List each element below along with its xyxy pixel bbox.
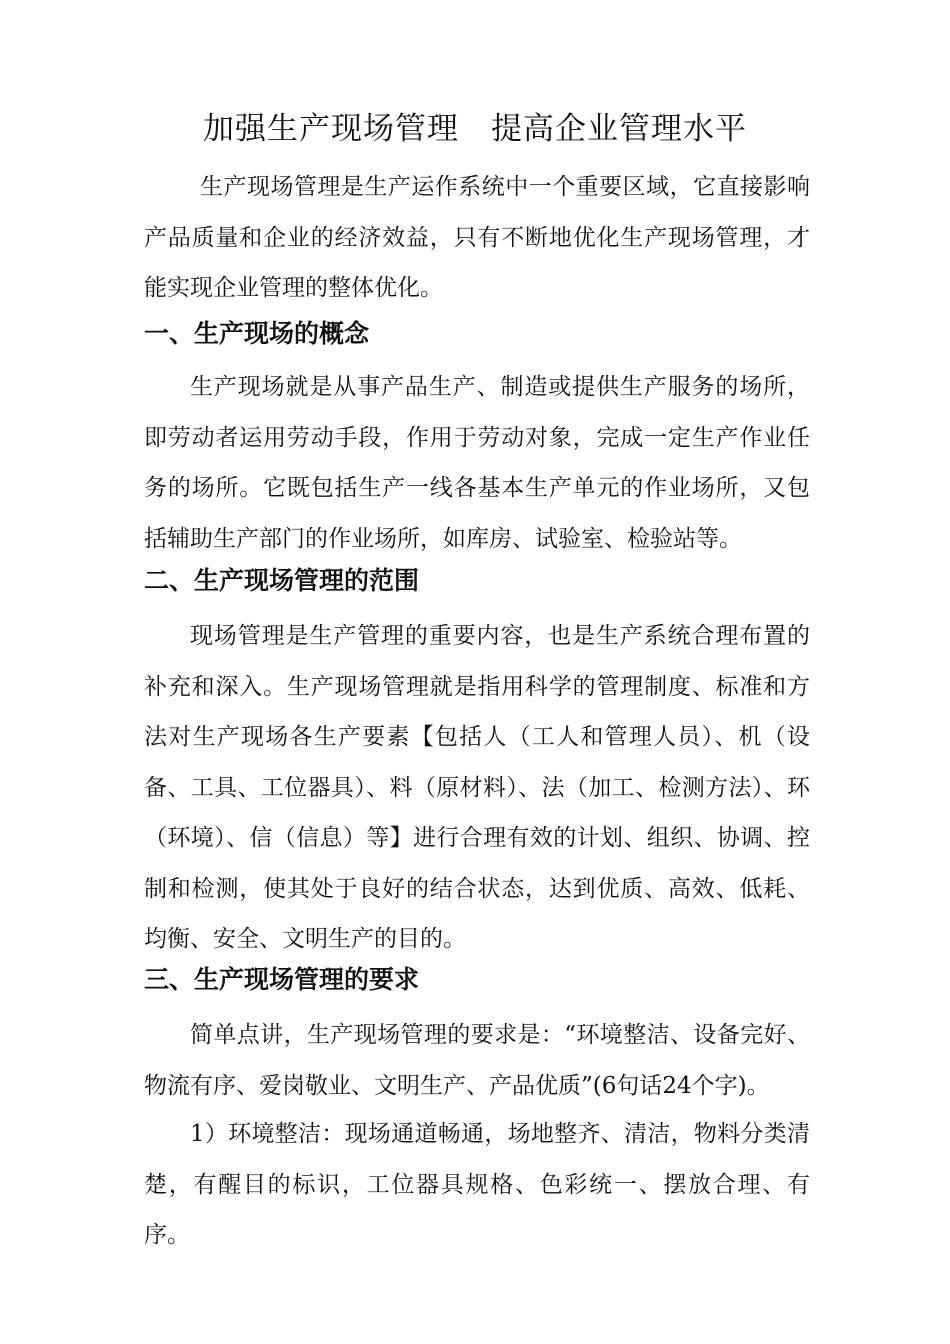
- section-heading-scope: 二、生产现场管理的范围: [144, 566, 420, 595]
- section-paragraph-concept: 生产现场就是从事产品生产、制造或提供生产服务的场所，即劳动者运用劳动手段，作用于劳动对象，完成一定生产作业任务的场所。它既包括生产一线各基本生产单元的作业场所，又包括辅助生产部门的作业场所，如库房、试验室、检验站等。: [144, 374, 810, 552]
- section-paragraph-scope: 现场管理是生产管理的重要内容，也是生产系统合理布置的补充和深入。生产现场管理就是指用科学的管理制度、标准和方法对生产现场各生产要素【包括人（工人和管理人员）、机（设备、工具、工位器具）、料（原材料）、法（加工、检测方法）、环（环境）、信（信息）等】进行合理有效的计划、组织、协调、控制和检测，使其处于良好的结合状态，达到优质、高效、低耗、均衡、安全、文明生产的目的。: [144, 623, 810, 952]
- document-title: 加强生产现场管理 提高企业管理水平: [203, 111, 747, 147]
- section-paragraph-environment: 1）环境整洁：现场通道畅通，场地整齐、清洁，物料分类清楚，有醒目的标识，工位器具规格、色彩统一、摆放合理、有序。: [144, 1121, 810, 1248]
- intro-paragraph: 生产现场管理是生产运作系统中一个重要区域，它直接影响产品质量和企业的经济效益，只有不断地优化生产现场管理，才能实现企业管理的整体优化。: [144, 174, 810, 301]
- section-heading-concept: 一、生产现场的概念: [144, 319, 370, 348]
- section-paragraph-requirements: 简单点讲，生产现场管理的要求是：“环境整洁、设备完好、物流有序、爱岗敬业、文明生产、产品优质”(6句话24个字)。: [144, 1022, 810, 1099]
- section-heading-requirements: 三、生产现场管理的要求: [144, 965, 420, 994]
